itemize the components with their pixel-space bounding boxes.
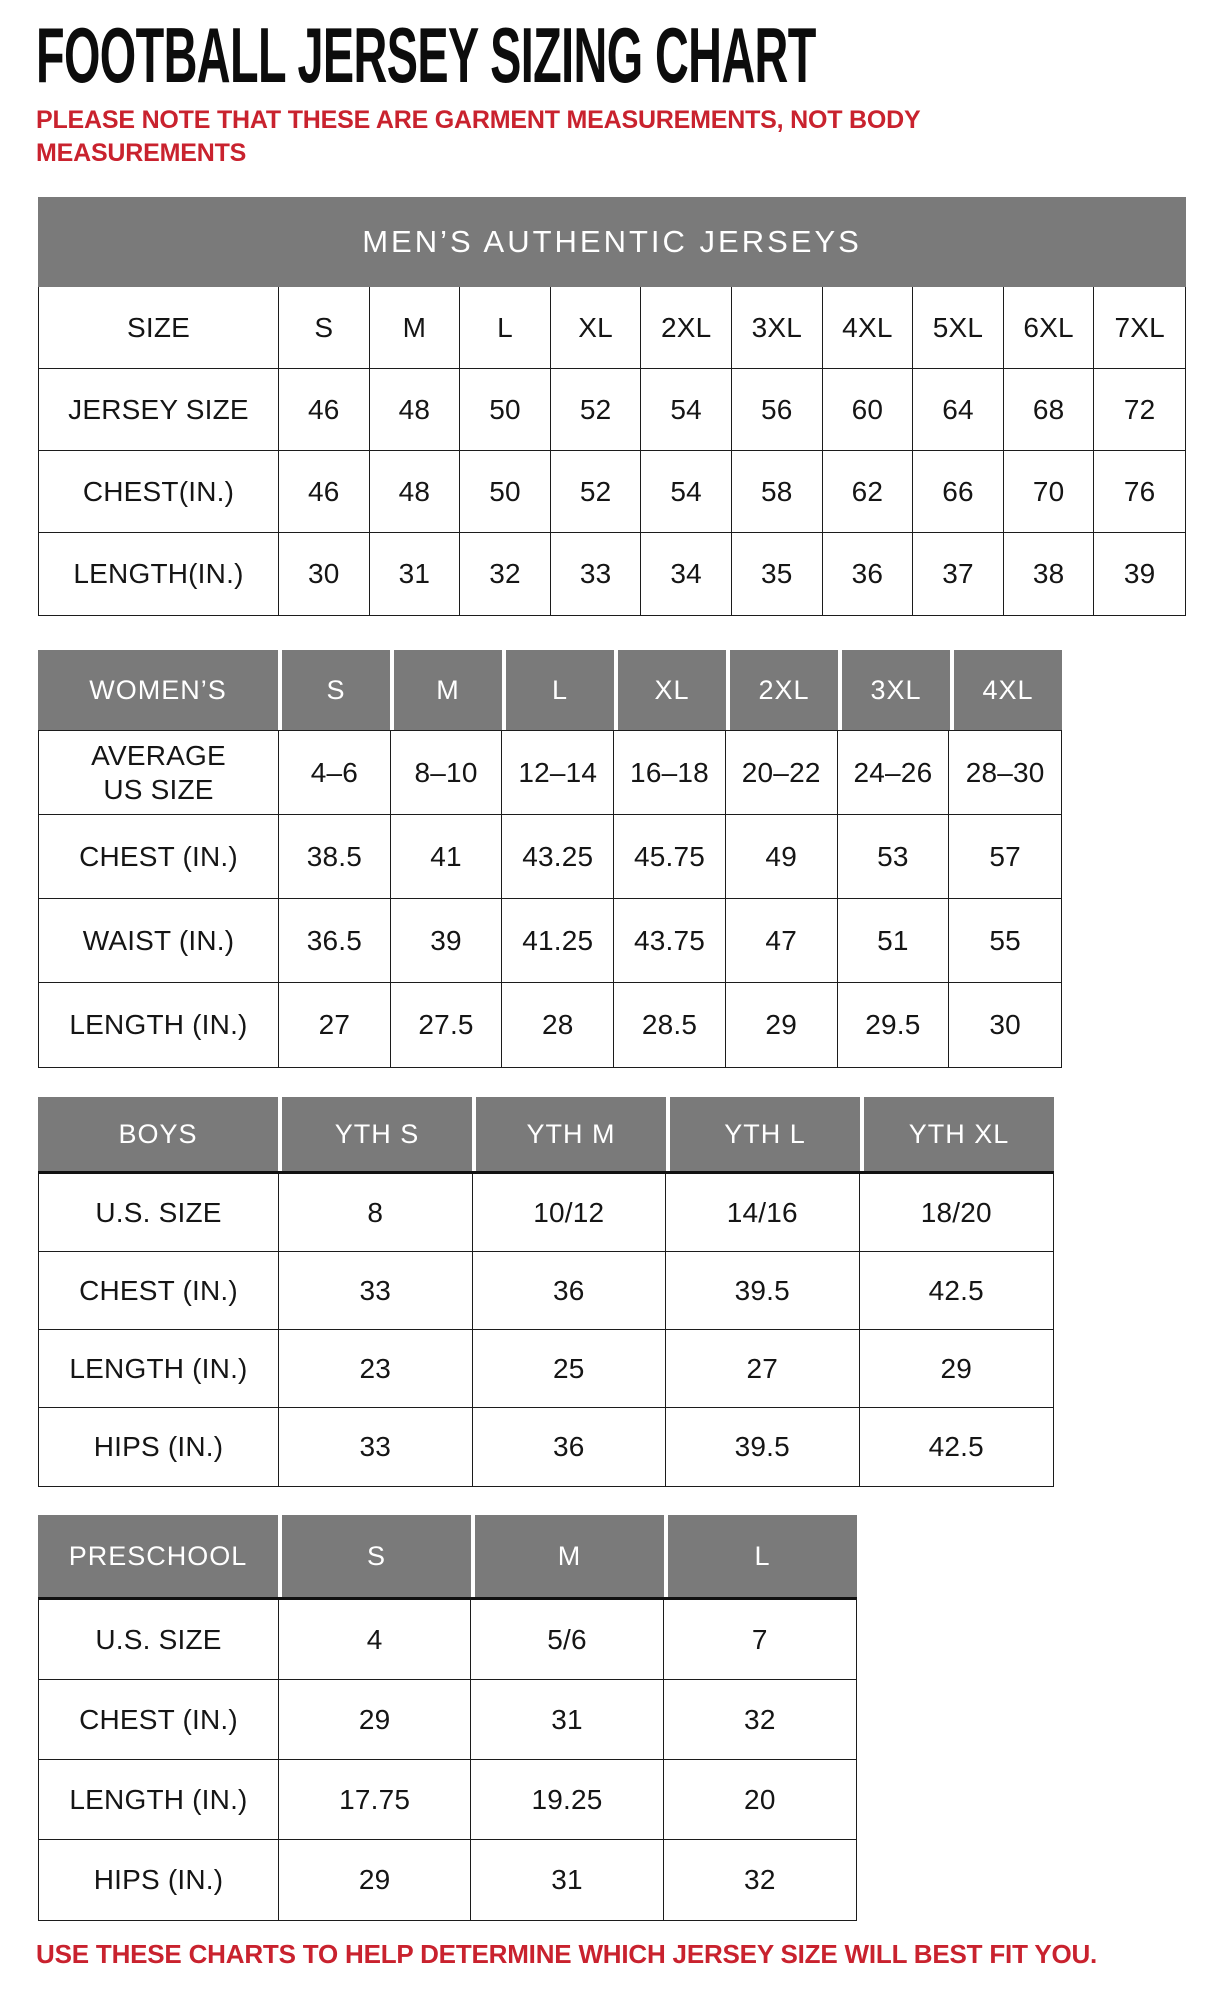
row-label-text: AVERAGE US SIZE (91, 740, 226, 805)
cell-value: 42.5 (928, 1431, 984, 1462)
cell-value: 36 (823, 533, 914, 615)
mens-sizing-table (38, 197, 1186, 616)
cell-value: 55 (949, 899, 1061, 983)
footer-advice-text: USE THESE CHARTS TO HELP DETERMINE WHICH JERSEY SIZE WILL BEST FIT YOU. (36, 1939, 1098, 1969)
cell-value: 2XL (641, 287, 732, 369)
boys-table-grid (38, 1171, 1054, 1487)
size-header-cell: XL (614, 650, 726, 730)
row-label: HIPS (IN.) (39, 1408, 279, 1486)
cell-value: 50 (460, 451, 551, 533)
size-header-cell: S (278, 650, 390, 730)
cell-value: 33 (279, 1252, 473, 1330)
cell-value: 39 (391, 899, 503, 983)
cell-value: 47 (726, 899, 838, 983)
cell-value: 36.5 (279, 899, 391, 983)
mens-table-grid (38, 287, 1186, 616)
cell-value: 31 (370, 533, 461, 615)
cell-value: 4XL (823, 287, 914, 369)
size-header-cell: L (664, 1515, 857, 1597)
row-label: U.S. SIZE (39, 1174, 279, 1252)
cell-value: 46 (279, 451, 370, 533)
cell-value: 32 (744, 1864, 776, 1895)
size-header-cell: YTH XL (860, 1097, 1054, 1171)
cell-value: 54 (641, 369, 732, 451)
cell-value: 4 (279, 1600, 471, 1680)
cell-value: 45.75 (614, 815, 726, 899)
size-header-cell: YTH S (278, 1097, 472, 1171)
cell-value: 32 (460, 533, 551, 615)
cell-value: 4–6 (279, 731, 391, 815)
row-label: LENGTH (IN.) (39, 1760, 279, 1840)
row-label: HIPS (IN.) (39, 1840, 279, 1920)
cell-value: 39 (1123, 558, 1156, 589)
cell-value: 72 (1094, 369, 1185, 451)
cell-value: 35 (732, 533, 823, 615)
cell-value: 64 (913, 369, 1004, 451)
womens-table-grid (38, 730, 1062, 1068)
cell-value: 58 (732, 451, 823, 533)
cell-value: 39.5 (666, 1408, 860, 1486)
cell-value: 5/6 (471, 1600, 663, 1680)
cell-value: 23 (279, 1330, 473, 1408)
table-title-cell: PRESCHOOL (38, 1515, 278, 1597)
cell-value: 8 (279, 1174, 473, 1252)
cell-value: 28 (502, 983, 614, 1067)
cell-value: 39.5 (666, 1252, 860, 1330)
cell-value: 7 (664, 1600, 856, 1680)
cell-value: 10/12 (473, 1174, 667, 1252)
preschool-sizing-table (38, 1515, 857, 1921)
cell-value: 52 (551, 451, 642, 533)
cell-value: 49 (726, 815, 838, 899)
cell-value: 29 (279, 1840, 471, 1920)
size-header-cell: S (278, 1515, 471, 1597)
row-label: LENGTH (IN.) (39, 983, 279, 1067)
cell-value: 20 (664, 1760, 856, 1840)
womens-table-header (38, 650, 1062, 730)
preschool-table-grid (38, 1597, 857, 1921)
row-label: U.S. SIZE (39, 1600, 279, 1680)
cell-value: 29 (279, 1680, 471, 1760)
cell-value: 29 (860, 1330, 1054, 1408)
cell-value: 51 (838, 899, 950, 983)
cell-value: 36 (473, 1252, 667, 1330)
cell-value: 12–14 (502, 731, 614, 815)
garment-note-text: PLEASE NOTE THAT THESE ARE GARMENT MEASUREMENTS, NOT BODY MEASUREMENTS (36, 106, 921, 167)
cell-value: 68 (1004, 369, 1095, 451)
cell-value: 29.5 (838, 983, 950, 1067)
cell-value: 30 (989, 1009, 1021, 1040)
cell-value: 7XL (1094, 287, 1185, 369)
cell-value: 31 (471, 1680, 663, 1760)
row-label (39, 731, 279, 815)
cell-value: 5XL (913, 287, 1004, 369)
cell-value: 43.75 (614, 899, 726, 983)
cell-value: XL (551, 287, 642, 369)
cell-value: 52 (551, 369, 642, 451)
cell-value: 31 (471, 1840, 663, 1920)
cell-value: 20–22 (726, 731, 838, 815)
womens-sizing-table (38, 650, 1062, 1068)
cell-value: 53 (838, 815, 950, 899)
cell-value: 76 (1094, 451, 1185, 533)
cell-value: 38 (1004, 533, 1095, 615)
cell-value: 50 (460, 369, 551, 451)
cell-value: 57 (949, 815, 1061, 899)
size-header-cell: L (502, 650, 614, 730)
cell-value: 38.5 (279, 815, 391, 899)
cell-value: 28.5 (614, 983, 726, 1067)
cell-value: 41 (391, 815, 503, 899)
cell-value: 19.25 (471, 1760, 663, 1840)
cell-value: 6XL (1004, 287, 1095, 369)
size-header-cell: 3XL (838, 650, 950, 730)
cell-value: 27 (279, 983, 391, 1067)
page-title: FOOTBALL JERSEY SIZING CHART (36, 11, 816, 99)
size-header-cell: M (390, 650, 502, 730)
cell-value: 34 (641, 533, 732, 615)
size-header-cell: M (471, 1515, 664, 1597)
cell-value: 66 (913, 451, 1004, 533)
boys-table-header (38, 1097, 1054, 1171)
size-header-cell: YTH L (666, 1097, 860, 1171)
cell-value: 8–10 (391, 731, 503, 815)
mens-table-banner: MEN’S AUTHENTIC JERSEYS (38, 197, 1186, 287)
cell-value: 48 (370, 451, 461, 533)
preschool-table-header (38, 1515, 857, 1597)
table-title-cell: WOMEN’S (38, 650, 278, 730)
cell-value: S (279, 287, 370, 369)
table-title-cell: BOYS (38, 1097, 278, 1171)
cell-value: 62 (823, 451, 914, 533)
cell-value: 33 (279, 1408, 473, 1486)
cell-value: 18/20 (860, 1174, 1054, 1252)
size-header-cell: YTH M (472, 1097, 666, 1171)
row-label: WAIST (IN.) (39, 899, 279, 983)
row-label: CHEST(IN.) (39, 451, 279, 533)
size-header-cell: 2XL (726, 650, 838, 730)
cell-value: 32 (664, 1680, 856, 1760)
cell-value: 28–30 (949, 731, 1061, 815)
cell-value: 42.5 (860, 1252, 1054, 1330)
cell-value: 48 (370, 369, 461, 451)
cell-value: 46 (279, 369, 370, 451)
cell-value: 17.75 (279, 1760, 471, 1840)
row-label: CHEST (IN.) (39, 1252, 279, 1330)
row-label: JERSEY SIZE (39, 369, 279, 451)
cell-value: 41.25 (502, 899, 614, 983)
cell-value: 54 (641, 451, 732, 533)
cell-value: 3XL (732, 287, 823, 369)
cell-value: 56 (732, 369, 823, 451)
row-label: SIZE (39, 287, 279, 369)
cell-value: 70 (1004, 451, 1095, 533)
cell-value: L (460, 287, 551, 369)
cell-value: 16–18 (614, 731, 726, 815)
cell-value: 30 (279, 533, 370, 615)
row-label: LENGTH(IN.) (39, 533, 279, 615)
row-label: LENGTH (IN.) (39, 1330, 279, 1408)
cell-value: 25 (473, 1330, 667, 1408)
cell-value: 43.25 (502, 815, 614, 899)
cell-value: 33 (551, 533, 642, 615)
cell-value: 14/16 (666, 1174, 860, 1252)
boys-sizing-table (38, 1097, 1054, 1487)
row-label: CHEST (IN.) (39, 1680, 279, 1760)
cell-value: M (370, 287, 461, 369)
cell-value: 37 (913, 533, 1004, 615)
cell-value: 60 (823, 369, 914, 451)
row-label: CHEST (IN.) (39, 815, 279, 899)
cell-value: 27.5 (391, 983, 503, 1067)
cell-value: 29 (726, 983, 838, 1067)
cell-value: 27 (666, 1330, 860, 1408)
cell-value: 36 (473, 1408, 667, 1486)
cell-value: 24–26 (838, 731, 950, 815)
size-header-cell: 4XL (950, 650, 1062, 730)
